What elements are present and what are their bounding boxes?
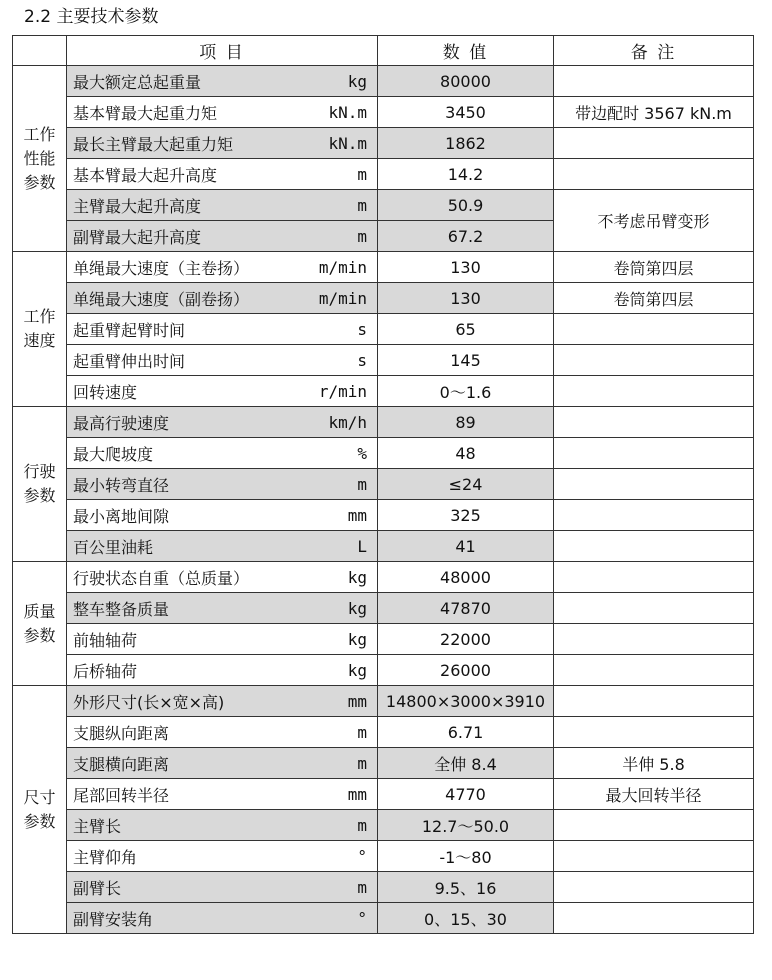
param-name: 副臂最大起升高度 [67, 221, 292, 252]
param-name: 尾部回转半径 [67, 779, 292, 810]
table-row [13, 283, 754, 314]
param-note: 不考虑吊臂变形 [554, 190, 754, 252]
param-name: 支腿纵向距离 [67, 717, 292, 748]
param-value: 47870 [378, 593, 554, 624]
table-row [13, 252, 754, 283]
param-value: 22000 [378, 624, 554, 655]
param-note [554, 500, 754, 531]
param-value: 9.5、16 [378, 872, 554, 903]
param-note [554, 531, 754, 562]
param-name: 最大爬坡度 [67, 438, 292, 469]
table-row [13, 748, 754, 779]
param-value: 130 [378, 252, 554, 283]
category-label: 行驶 参数 [13, 407, 67, 562]
param-value: 65 [378, 314, 554, 345]
param-note [554, 376, 754, 407]
table-row [13, 562, 754, 593]
param-name: 副臂安装角 [67, 903, 292, 934]
table-row [13, 624, 754, 655]
param-note [554, 872, 754, 903]
param-name: 整车整备质量 [67, 593, 292, 624]
table-row [13, 159, 754, 190]
param-value: 全伸 8.4 [378, 748, 554, 779]
param-name: 起重臂起臂时间 [67, 314, 292, 345]
param-note [554, 438, 754, 469]
param-value: 3450 [378, 97, 554, 128]
table-row [13, 469, 754, 500]
param-unit: m [292, 469, 378, 500]
param-name: 最大额定总起重量 [67, 66, 292, 97]
param-name: 后桥轴荷 [67, 655, 292, 686]
param-note [554, 407, 754, 438]
category-label: 尺寸 参数 [13, 686, 67, 934]
param-value: 130 [378, 283, 554, 314]
table-row [13, 593, 754, 624]
param-unit: kg [292, 593, 378, 624]
param-name: 最长主臂最大起重力矩 [67, 128, 292, 159]
param-name: 基本臂最大起升高度 [67, 159, 292, 190]
param-value: 14.2 [378, 159, 554, 190]
param-name: 副臂长 [67, 872, 292, 903]
table-row [13, 376, 754, 407]
param-name: 单绳最大速度（副卷扬） [67, 283, 292, 314]
table-row [13, 314, 754, 345]
param-note [554, 841, 754, 872]
param-unit: m [292, 872, 378, 903]
param-note [554, 810, 754, 841]
param-unit: m [292, 717, 378, 748]
header-note: 备 注 [554, 36, 754, 66]
param-note [554, 345, 754, 376]
param-name: 最小转弯直径 [67, 469, 292, 500]
param-value: 41 [378, 531, 554, 562]
category-label: 质量 参数 [13, 562, 67, 686]
param-value: 26000 [378, 655, 554, 686]
header-value: 数 值 [378, 36, 554, 66]
param-note [554, 128, 754, 159]
spec-table [12, 35, 754, 934]
param-unit: ° [292, 903, 378, 934]
param-name: 主臂最大起升高度 [67, 190, 292, 221]
table-row [13, 810, 754, 841]
param-name: 单绳最大速度（主卷扬） [67, 252, 292, 283]
param-name: 行驶状态自重（总质量） [67, 562, 292, 593]
table-row [13, 190, 754, 221]
param-value: 80000 [378, 66, 554, 97]
category-label: 工作 速度 [13, 252, 67, 407]
param-note: 半伸 5.8 [554, 748, 754, 779]
header-item: 项 目 [67, 36, 378, 66]
param-unit: m [292, 221, 378, 252]
param-name: 外形尺寸(长×宽×高) [67, 686, 292, 717]
param-note [554, 159, 754, 190]
param-value: 6.71 [378, 717, 554, 748]
param-name: 基本臂最大起重力矩 [67, 97, 292, 128]
table-row [13, 903, 754, 934]
param-unit: mm [292, 500, 378, 531]
param-note [554, 593, 754, 624]
param-unit: ° [292, 841, 378, 872]
param-unit: kg [292, 624, 378, 655]
param-value: 48000 [378, 562, 554, 593]
table-row [13, 345, 754, 376]
param-unit: kg [292, 562, 378, 593]
param-value: 0～1.6 [378, 376, 554, 407]
param-name: 最高行驶速度 [67, 407, 292, 438]
param-value: 4770 [378, 779, 554, 810]
param-unit: s [292, 345, 378, 376]
spec-table-body [13, 66, 754, 934]
param-unit: kN.m [292, 128, 378, 159]
table-row [13, 655, 754, 686]
param-name: 最小离地间隙 [67, 500, 292, 531]
param-unit: m [292, 748, 378, 779]
param-unit: mm [292, 686, 378, 717]
param-value: 14800×3000×3910 [378, 686, 554, 717]
param-name: 前轴轴荷 [67, 624, 292, 655]
param-name: 支腿横向距离 [67, 748, 292, 779]
param-note: 卷筒第四层 [554, 252, 754, 283]
param-value: -1～80 [378, 841, 554, 872]
table-row [13, 841, 754, 872]
param-unit: m/min [292, 283, 378, 314]
param-value: 1862 [378, 128, 554, 159]
param-unit: L [292, 531, 378, 562]
param-value: 67.2 [378, 221, 554, 252]
table-row [13, 97, 754, 128]
table-row [13, 128, 754, 159]
param-unit: kg [292, 66, 378, 97]
param-note [554, 66, 754, 97]
param-value: 89 [378, 407, 554, 438]
table-row [13, 717, 754, 748]
param-name: 百公里油耗 [67, 531, 292, 562]
param-note [554, 314, 754, 345]
param-unit: m [292, 159, 378, 190]
section-title: 2.2 主要技术参数 [24, 7, 159, 27]
category-label: 工作 性能 参数 [13, 66, 67, 252]
param-value: 325 [378, 500, 554, 531]
param-unit: m [292, 190, 378, 221]
table-row [13, 407, 754, 438]
param-unit: km/h [292, 407, 378, 438]
param-unit: m [292, 810, 378, 841]
param-note: 最大回转半径 [554, 779, 754, 810]
param-note [554, 717, 754, 748]
param-value: 48 [378, 438, 554, 469]
param-unit: % [292, 438, 378, 469]
param-unit: m/min [292, 252, 378, 283]
param-unit: kN.m [292, 97, 378, 128]
param-unit: s [292, 314, 378, 345]
param-unit: mm [292, 779, 378, 810]
param-name: 起重臂伸出时间 [67, 345, 292, 376]
param-name: 回转速度 [67, 376, 292, 407]
param-note [554, 562, 754, 593]
param-note [554, 903, 754, 934]
param-value: 12.7～50.0 [378, 810, 554, 841]
param-note: 带边配时 3567 kN.m [554, 97, 754, 128]
param-value: 145 [378, 345, 554, 376]
param-name: 主臂长 [67, 810, 292, 841]
param-name: 主臂仰角 [67, 841, 292, 872]
param-unit: kg [292, 655, 378, 686]
table-row [13, 438, 754, 469]
table-row [13, 500, 754, 531]
table-row [13, 872, 754, 903]
param-value: 0、15、30 [378, 903, 554, 934]
header-row [13, 36, 754, 66]
param-note [554, 655, 754, 686]
table-row [13, 779, 754, 810]
param-note [554, 686, 754, 717]
table-row [13, 531, 754, 562]
param-note [554, 469, 754, 500]
param-unit: r/min [292, 376, 378, 407]
param-note [554, 624, 754, 655]
table-row [13, 66, 754, 97]
param-value: ≤24 [378, 469, 554, 500]
param-value: 50.9 [378, 190, 554, 221]
param-note: 卷筒第四层 [554, 283, 754, 314]
table-row [13, 686, 754, 717]
